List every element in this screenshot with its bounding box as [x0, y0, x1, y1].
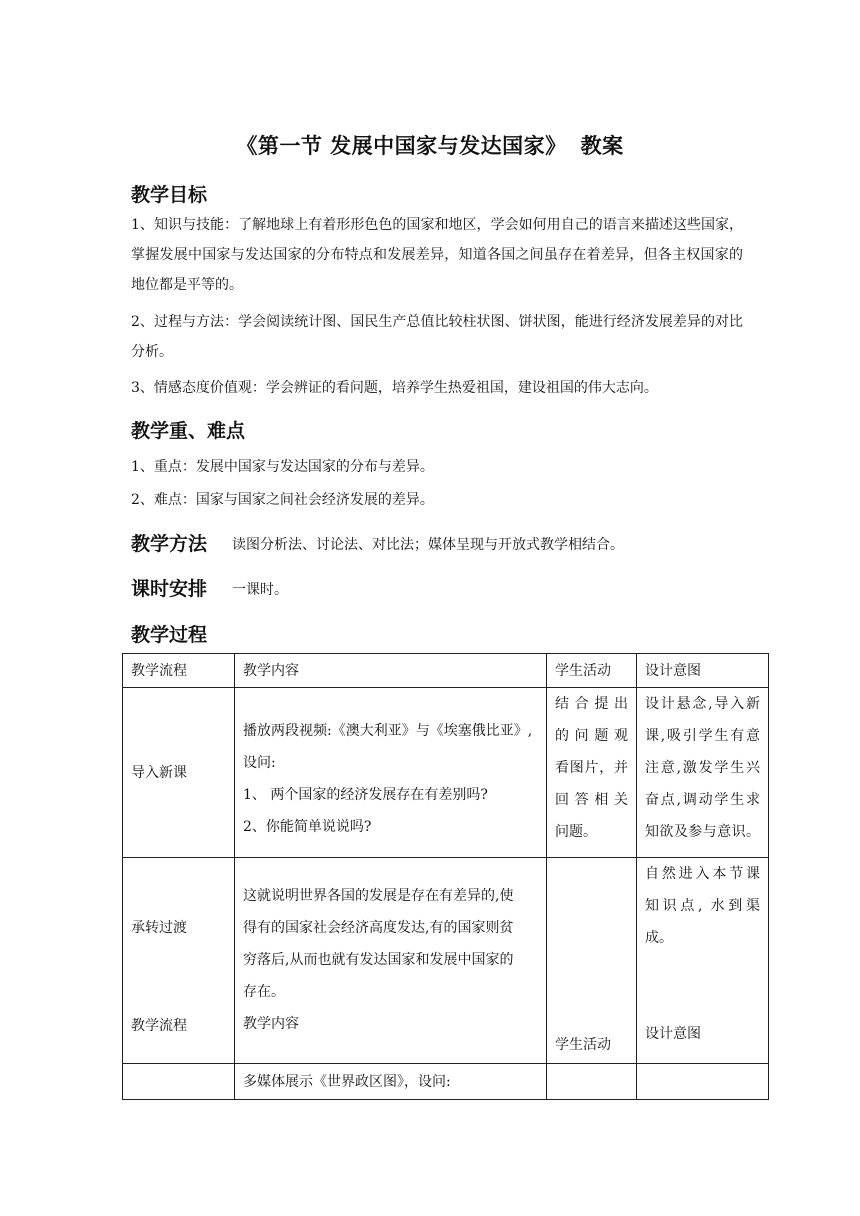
- column-header: 教学流程: [123, 654, 235, 688]
- repeat-header-cell: 学生活动: [555, 1037, 611, 1053]
- intent-line: 自然进入本节课: [645, 866, 760, 882]
- intent-line: 知识点, 水到渠: [645, 898, 760, 914]
- empty-cell: [547, 1064, 637, 1100]
- intent-cell: [637, 688, 769, 858]
- column-header: 教学内容: [235, 654, 547, 688]
- empty-cell: [637, 1064, 769, 1100]
- content-line: 2、你能简单说说吗?: [243, 818, 372, 835]
- activity-cell: [547, 858, 637, 1064]
- document-title: [0, 130, 860, 160]
- schedule-text: 一课时。: [232, 582, 288, 598]
- intent-line: 知欲及参与意识。: [645, 824, 760, 840]
- repeat-header-cell: 设计意图: [645, 1026, 701, 1042]
- intent-line: 成。: [645, 930, 673, 946]
- table-header-row: [123, 654, 769, 688]
- content-line: 存在。: [243, 984, 285, 1000]
- empty-cell: [123, 1064, 235, 1100]
- content-cell: [235, 688, 547, 858]
- intent-line: 课,吸引学生有意: [645, 728, 760, 744]
- process-heading: 教学过程: [131, 624, 208, 646]
- intent-line: 注意,激发学生兴: [645, 760, 760, 776]
- objectives-heading: 教学目标: [131, 184, 208, 206]
- activity-line: 的 问 题 观: [555, 728, 628, 744]
- schedule-heading: 课时安排: [131, 578, 208, 600]
- objective-item-3: 3、情感态度价值观：学会辨证的看问题，培养学生热爱祖国，建设祖国的伟大志向。: [131, 380, 658, 396]
- content-cell: 多媒体展示《世界政区图》，设问:: [235, 1064, 547, 1100]
- content-line: 播放两段视频:《澳大利亚》与《埃塞俄比亚》,: [243, 722, 533, 739]
- table-row: [123, 688, 769, 858]
- column-header: 设计意图: [637, 654, 769, 688]
- content-line: 得有的国家社会经济高度发达,有的国家则贫: [243, 920, 514, 936]
- flow-cell: [123, 858, 235, 1064]
- activity-line: 问题。: [555, 824, 597, 840]
- content-line: 设问:: [243, 754, 276, 771]
- activity-line: 回 答 相 关: [555, 792, 628, 808]
- flow-cell: 导入新课: [123, 688, 235, 858]
- content-cell: [235, 858, 547, 1064]
- repeat-header-cell: 教学流程: [131, 1018, 187, 1034]
- flow-label: 承转过渡: [131, 920, 187, 936]
- intent-cell: [637, 858, 769, 1064]
- key-points-heading: 教学重、难点: [131, 420, 246, 442]
- content-line: 这就说明世界各国的发展是存在有差异的,使: [243, 888, 514, 904]
- activity-line: 看图片，并: [555, 760, 628, 776]
- activity-line: 结 合 提 出: [555, 696, 628, 712]
- process-table: [122, 653, 769, 1100]
- content-line: 穷落后,从而也就有发达国家和发展中国家的: [243, 952, 514, 968]
- objective-item-2: 2、过程与方法：学会阅读统计图、国民生产总值比较柱状图、饼状图，能进行经济发展差异的对比分析。: [131, 314, 743, 360]
- key-point-item-2: 2、难点：国家与国家之间社会经济发展的差异。: [131, 492, 434, 508]
- methods-text: 读图分析法、讨论法、对比法；媒体呈现与开放式教学相结合。: [232, 537, 624, 553]
- table-row: [123, 858, 769, 1064]
- intent-line: 奋点,调动学生求: [645, 792, 760, 808]
- repeat-header-cell: 教学内容: [243, 1016, 299, 1032]
- key-point-item-1: 1、重点：发展中国家与发达国家的分布与差异。: [131, 459, 434, 475]
- column-header: 学生活动: [547, 654, 637, 688]
- title-suffix: 教案: [580, 134, 624, 158]
- intent-line: 设计悬念,导入新: [645, 696, 760, 712]
- methods-heading: 教学方法: [131, 533, 208, 555]
- objective-item-1: 1、知识与技能：了解地球上有着形形色色的国家和地区，学会如何用自己的语言来描述这些国家，掌握发展中国家与发达国家的分布特点和发展差异，知道各国之间虽存在着差异，但各主权国家的地位都是平等的。: [131, 217, 743, 293]
- table-row: [123, 1064, 769, 1100]
- content-line: 1、 两个国家的经济发展存在有差别吗?: [243, 786, 488, 803]
- activity-cell: [547, 688, 637, 858]
- title-main: 《第一节 发展中国家与发达国家》: [236, 134, 567, 158]
